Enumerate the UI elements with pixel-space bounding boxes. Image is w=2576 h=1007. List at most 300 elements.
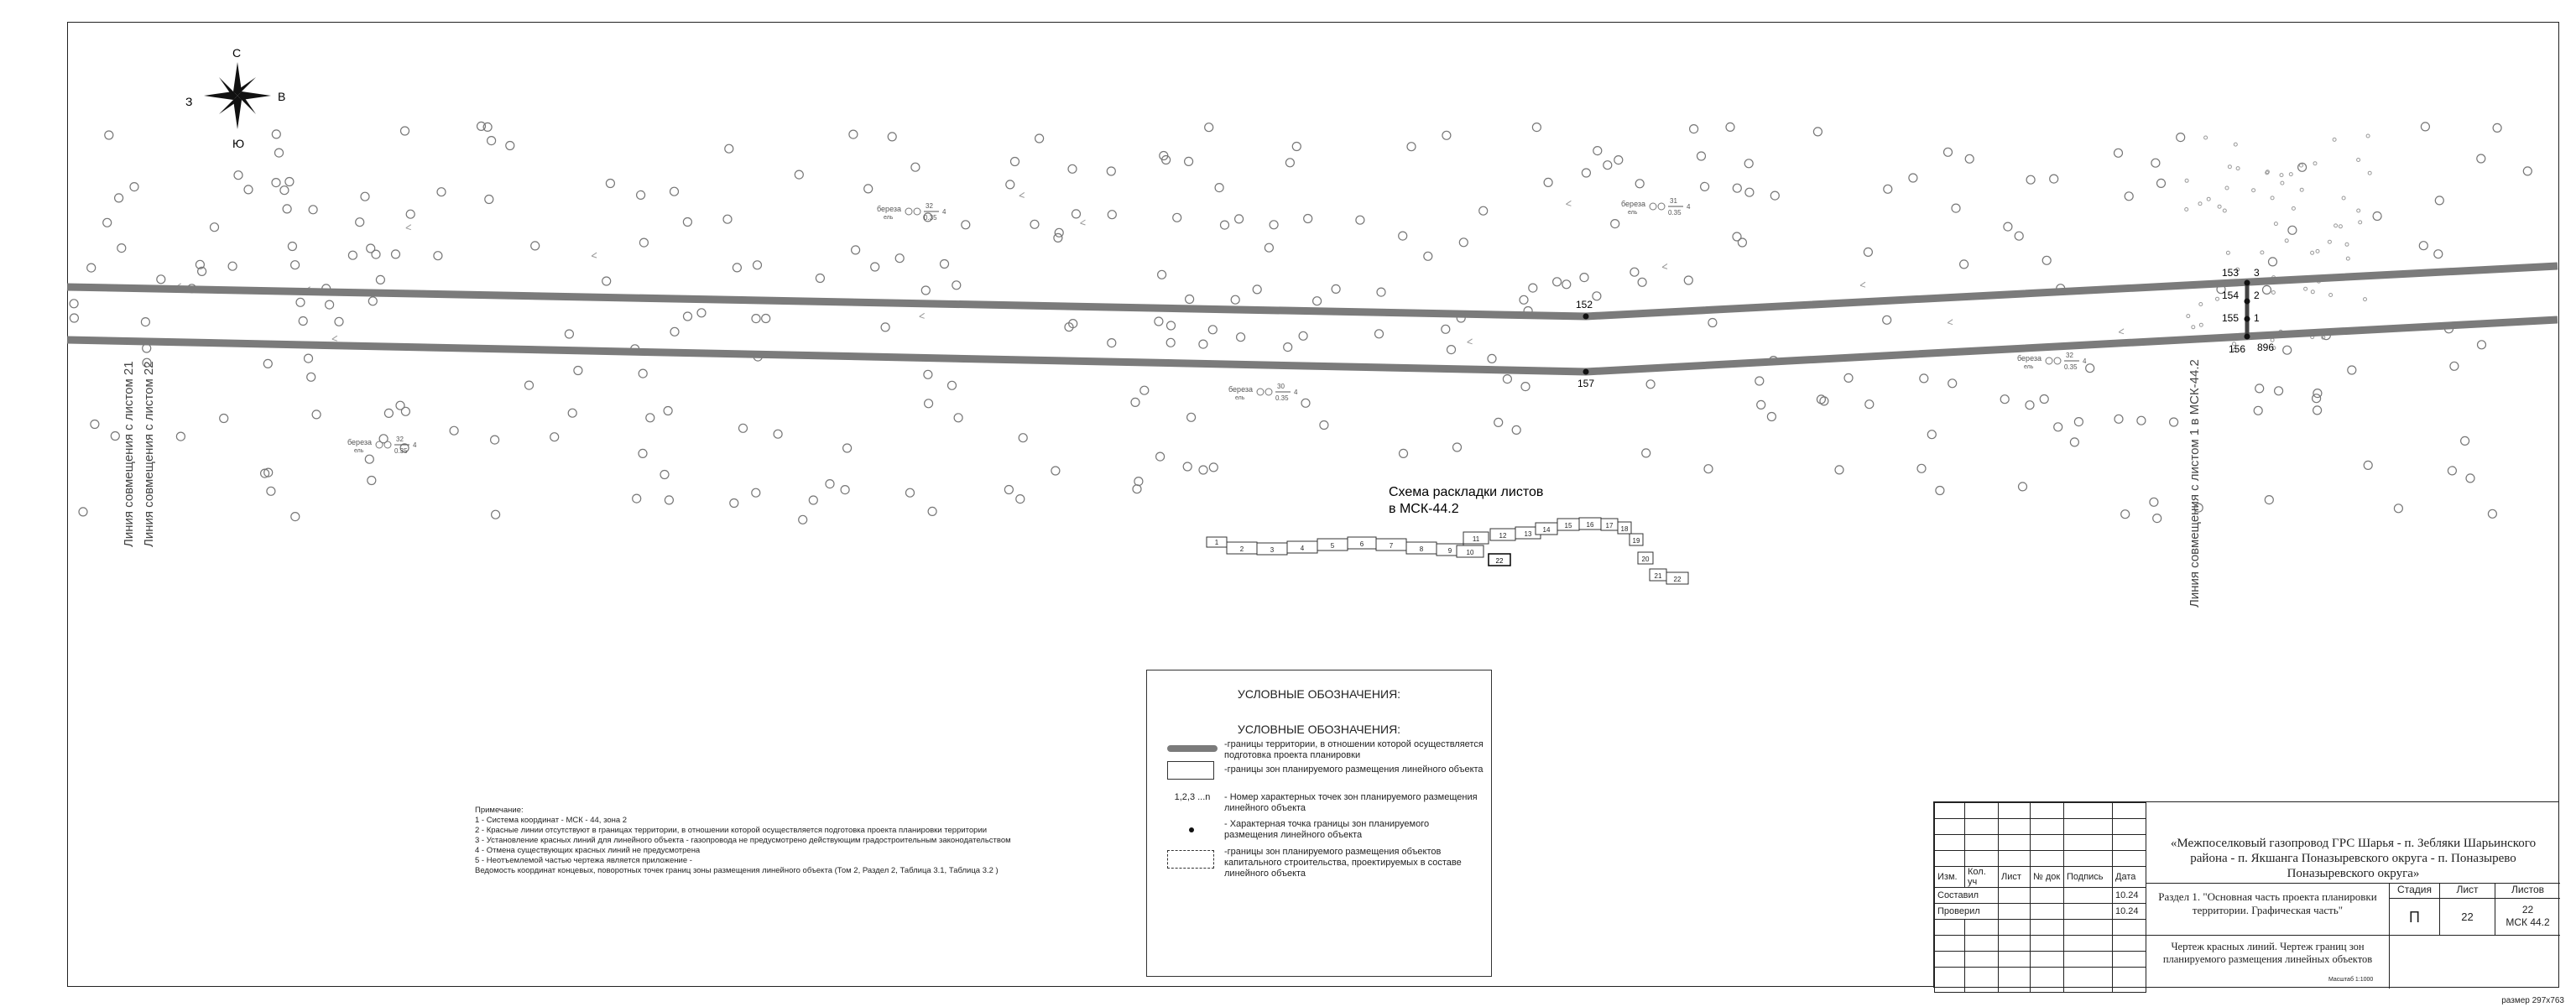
tree-symbols <box>70 122 2532 524</box>
tree-icon <box>954 414 962 422</box>
tree-icon <box>1529 284 1537 292</box>
tree-icon <box>2450 362 2459 370</box>
tree-icon <box>1960 260 1969 269</box>
tree-icon <box>1611 220 1619 228</box>
terrain-mark-icon <box>2223 209 2226 212</box>
note-line: 3 - Установление красных линий для линейного объекта - газопровода не предусмотрено действующим градостроительным законодательством <box>475 836 1011 845</box>
tree-annotation <box>347 436 417 455</box>
notes-header: Примечание: <box>475 806 524 815</box>
tree-icon <box>437 188 446 196</box>
legend-item <box>1167 761 1484 780</box>
tree-icon <box>1313 297 1322 305</box>
tree-icon <box>312 410 321 419</box>
point-label: 2 <box>2254 290 2260 301</box>
sheet-header: Лист <box>2439 884 2495 899</box>
tree-icon <box>2435 196 2443 205</box>
tree-icon <box>305 354 313 363</box>
tree-icon <box>367 244 375 253</box>
terrain-mark-icon <box>2334 224 2338 227</box>
tree-dims: 0.35 <box>2064 363 2078 371</box>
tree-icon <box>1593 147 1602 155</box>
tree-icon <box>1320 421 1328 430</box>
tree-icon <box>91 420 99 429</box>
tree-icon <box>117 244 126 253</box>
note-line: 4 - Отмена существующих красных линий не предусмотрена <box>475 846 701 855</box>
tree-icon <box>525 381 534 389</box>
tree-icon <box>326 300 334 309</box>
compass-west: З <box>185 95 193 108</box>
tree-icon <box>864 185 873 193</box>
tree-species: ель <box>884 215 894 221</box>
tree-icon <box>639 369 647 378</box>
compass-rose <box>185 46 285 150</box>
tree-icon <box>752 488 760 497</box>
legend-symbol-numbers: 1,2,3 ...n <box>1174 792 1211 802</box>
scheme-sheet-number: 9 <box>1447 547 1452 555</box>
tree-icon <box>1638 278 1646 286</box>
terrain-mark-icon <box>2236 167 2240 170</box>
tree-icon <box>1593 292 1601 300</box>
tree-dims: 0.35 <box>1275 394 1289 402</box>
point-label: 3 <box>2254 267 2260 279</box>
stamp-checked: Проверил <box>1935 904 1999 920</box>
scheme-sheet <box>1490 529 1515 540</box>
legend-text: -границы зон планируемого размещения объектов капитального строительства, проектируемых в составе линейного объекта <box>1224 847 1462 879</box>
scheme-sheet-number: 5 <box>1330 542 1335 550</box>
tree-icon <box>1453 443 1462 451</box>
terrain-mark-icon <box>2300 164 2303 167</box>
tree-icon <box>2115 415 2123 423</box>
tree-icon <box>1133 485 1141 493</box>
stamp-col-header: № док <box>2031 867 2064 888</box>
tree-icon <box>291 261 300 269</box>
tree-icon <box>1503 375 1511 383</box>
scheme-sheet <box>1557 519 1579 530</box>
slope-mark-icon <box>920 313 925 318</box>
stamp-grid <box>1934 802 2146 993</box>
terrain-mark-icon <box>2304 287 2307 290</box>
stamp-col-header: Изм. <box>1935 867 1965 888</box>
terrain-mark-icon <box>2185 179 2188 182</box>
tree-icon <box>1603 161 1612 170</box>
terrain-mark-icon <box>2252 189 2255 192</box>
tree-icon <box>2313 406 2322 415</box>
tree-icon <box>1183 462 1192 471</box>
tree-icon <box>2448 467 2456 475</box>
tree-icon <box>272 130 280 138</box>
scheme-sheet <box>1618 522 1631 534</box>
scheme-sheet-number: 8 <box>1419 545 1424 553</box>
tree-icon <box>1580 274 1588 282</box>
scheme-sheet-number: 2 <box>1239 545 1244 553</box>
terrain-marks <box>176 134 2372 352</box>
tree-icon <box>2283 346 2292 354</box>
tree-icon <box>774 430 782 438</box>
tree-icon <box>2255 384 2264 393</box>
tree-icon <box>841 486 849 494</box>
tree-icon <box>1265 243 1273 252</box>
tree-icon <box>2364 461 2372 469</box>
tree-icon <box>1155 317 1163 326</box>
tree-dims: 32 <box>396 436 404 443</box>
tree-icon <box>103 218 112 227</box>
terrain-mark-icon <box>2342 196 2345 200</box>
tree-icon <box>754 261 762 269</box>
tree-icon <box>2275 387 2283 395</box>
terrain-mark-icon <box>2357 159 2360 162</box>
tree-icon <box>285 178 294 186</box>
tree-icon <box>361 192 369 201</box>
sheet-value: 22 <box>2439 899 2495 936</box>
tree-icon <box>1658 203 1665 210</box>
tree-icon <box>1035 134 1044 143</box>
legend <box>1146 670 1492 977</box>
tree-icon <box>1186 295 1194 304</box>
tree-icon <box>2004 222 2012 231</box>
legend-item <box>1167 792 1484 814</box>
tree-icon <box>565 330 573 338</box>
tree-icon <box>1948 379 1957 388</box>
tree-icon <box>1520 295 1528 304</box>
project-name: «Межпоселковый газопровод ГРС Шарья - п. Зебляки Шарьинского района - п. Якшанга Поназыревского округа - п. Поназырево Поназыревского округа» <box>2146 802 2560 884</box>
scheme-sheet <box>1317 539 1348 550</box>
tree-icon <box>1544 178 1552 186</box>
point-label: 153 <box>2222 267 2240 279</box>
tree-icon <box>348 251 357 259</box>
tree-dims: 0.35 <box>1668 209 1682 217</box>
scheme-sheet <box>1630 534 1643 545</box>
slope-mark-icon <box>1081 220 1086 225</box>
compass-south: Ю <box>232 137 245 150</box>
tree-icon <box>660 471 669 479</box>
tree-icon <box>1936 487 1944 495</box>
organization-cell <box>2389 936 2560 989</box>
tree-icon <box>633 494 641 503</box>
terrain-mark-icon <box>2207 197 2210 201</box>
scheme-sheet-number: 12 <box>1499 532 1507 540</box>
terrain-mark-icon <box>2311 290 2314 294</box>
tree-icon <box>723 215 732 223</box>
tree-icon <box>2263 285 2271 294</box>
tree-icon <box>450 426 458 435</box>
tree-icon <box>568 409 576 417</box>
tree-icon <box>87 263 96 272</box>
tree-icon <box>1209 463 1218 472</box>
scheme-sheet-number: 21 <box>1654 572 1662 580</box>
tree-icon <box>2150 498 2158 506</box>
tree-icon <box>1738 238 1746 247</box>
scheme-sheet <box>1287 541 1317 553</box>
tree-annotations <box>347 197 2087 455</box>
tree-dims: 30 <box>1277 383 1285 390</box>
tree-icon <box>683 218 691 227</box>
tree-icon <box>1708 319 1717 327</box>
point-marker <box>2245 299 2250 305</box>
tree-icon <box>1006 180 1014 189</box>
scale-label: Масштаб 1:1000 <box>2328 977 2374 983</box>
tree-icon <box>1377 288 1385 296</box>
tree-icon <box>1512 425 1520 434</box>
tree-icon <box>1166 338 1175 347</box>
tree-icon <box>1108 339 1116 347</box>
tree-icon <box>1646 380 1655 389</box>
tree-icon <box>1844 373 1853 382</box>
scheme-sheet-number: 22 <box>1495 557 1504 565</box>
tree-icon <box>1835 466 1843 474</box>
tree-icon <box>1292 143 1301 151</box>
tree-icon <box>485 196 493 204</box>
terrain-mark-icon <box>2366 134 2370 138</box>
point-marker <box>1583 369 1589 375</box>
terrain-mark-icon <box>2216 297 2219 300</box>
scheme-sheet <box>1257 543 1287 555</box>
tree-icon <box>2466 474 2474 483</box>
terrain-mark-icon <box>2339 225 2342 228</box>
tree-icon <box>871 263 879 271</box>
point-label: 155 <box>2222 312 2240 324</box>
point-marker <box>2245 316 2250 322</box>
tree-icon <box>1770 191 1779 200</box>
scheme-sheet <box>1457 545 1484 557</box>
tree-icon <box>296 298 305 306</box>
tree-icon <box>639 238 648 247</box>
tree-icon <box>1208 326 1217 334</box>
tree-icon <box>1185 157 1193 165</box>
tree-icon <box>1697 152 1706 160</box>
slope-mark-icon <box>1566 201 1571 206</box>
tree-icon <box>2050 175 2058 183</box>
sheets-value: 22 <box>2521 904 2534 916</box>
tree-icon <box>141 318 149 326</box>
tree-icon <box>799 515 807 524</box>
tree-icon <box>272 179 280 187</box>
tree-icon <box>1745 188 1754 196</box>
tree-icon <box>2042 256 2051 264</box>
tree-icon <box>1019 434 1027 442</box>
tree-icon <box>401 127 409 135</box>
boundary-line-north <box>67 266 2558 316</box>
tree-icon <box>1051 467 1060 475</box>
tree-icon <box>1864 248 1872 256</box>
tree-icon <box>291 513 300 521</box>
terrain-mark-icon <box>2228 165 2231 169</box>
scheme-sheet-number: 22 <box>1673 576 1682 583</box>
tree-icon <box>376 441 383 448</box>
slope-mark-icon <box>1019 192 1025 197</box>
tree-species: береза <box>347 438 373 446</box>
tree-icon <box>637 190 645 199</box>
tree-icon <box>795 170 803 179</box>
tree-icon <box>924 370 932 378</box>
tree-icon <box>2269 258 2277 266</box>
scheme-sheet <box>1638 552 1653 564</box>
tree-annotation <box>1228 383 1298 402</box>
tree-icon <box>2478 341 2486 349</box>
scheme-title: Схема раскладки листов <box>1389 485 1544 499</box>
tree-icon <box>1442 325 1450 333</box>
slope-mark-icon <box>1860 282 1865 287</box>
terrain-mark-icon <box>2280 174 2283 177</box>
tree-icon <box>1704 465 1713 473</box>
terrain-mark-icon <box>2333 138 2336 141</box>
tree-icon <box>1817 395 1825 404</box>
match-line-label-22: Линия совмещения с листом 22 <box>142 361 156 547</box>
tree-icon <box>2000 395 2009 404</box>
tree-icon <box>1375 330 1384 338</box>
tree-species: береза <box>1228 385 1254 394</box>
tree-icon <box>1221 221 1229 229</box>
tree-species: ель <box>1235 395 1245 401</box>
scheme-sheet <box>1207 537 1227 547</box>
stamp-col-header: Подпись <box>2064 867 2113 888</box>
scheme-sheet-number: 10 <box>1466 549 1474 556</box>
scheme-sheet <box>1376 539 1406 550</box>
tree-icon <box>1494 418 1503 426</box>
tree-icon <box>895 254 904 263</box>
point-marker <box>1583 314 1589 320</box>
tree-icon <box>384 441 391 448</box>
format-note: размер 297x763 <box>2501 996 2564 1005</box>
tree-icon <box>843 444 852 452</box>
tree-icon <box>888 133 896 141</box>
terrain-mark-icon <box>2313 162 2317 165</box>
tree-icon <box>376 275 384 284</box>
tree-icon <box>368 297 377 305</box>
terrain-mark-icon <box>2226 251 2229 254</box>
tree-icon <box>906 488 915 497</box>
point-label: 152 <box>1576 299 1593 310</box>
tree-icon <box>244 185 253 194</box>
point-marker <box>2245 334 2250 340</box>
tree-icon <box>275 149 284 157</box>
tree-icon <box>639 449 647 457</box>
point-label: 154 <box>2222 290 2240 301</box>
point-label: 1 <box>2254 312 2260 324</box>
stamp-compiled: Составил <box>1935 888 1999 904</box>
scheme-sheet-number: 4 <box>1300 545 1305 552</box>
tree-icon <box>2348 366 2356 374</box>
tree-icon <box>1553 278 1562 286</box>
tree-icon <box>1304 215 1312 223</box>
tree-icon <box>1767 413 1776 421</box>
tree-icon <box>1011 158 1019 166</box>
tree-icon <box>1965 154 1974 163</box>
terrain-mark-icon <box>2300 188 2303 191</box>
tree-icon <box>2157 179 2166 187</box>
tree-icon <box>1944 148 1953 156</box>
tree-icon <box>1909 174 1917 182</box>
tree-icon <box>1237 333 1245 342</box>
sheets-subvalue: МСК 44.2 <box>2506 916 2550 928</box>
tree-icon <box>2493 123 2501 132</box>
scheme-sheet-number: 1 <box>1214 539 1219 546</box>
tree-icon <box>2046 357 2052 364</box>
tree-icon <box>115 194 123 202</box>
stamp-compiled-date: 10.24 <box>2113 888 2146 904</box>
tree-icon <box>905 208 912 215</box>
tree-icon <box>1690 125 1698 133</box>
sheets-header: Листов <box>2495 884 2560 899</box>
tree-icon <box>1865 400 1874 409</box>
tree-annotation <box>1621 197 1691 217</box>
tree-icon <box>2434 250 2443 258</box>
scheme-sheet-number: 16 <box>1586 521 1594 529</box>
tree-icon <box>365 455 373 463</box>
tree-icon <box>1917 464 1926 472</box>
tree-icon <box>849 130 858 138</box>
tree-icon <box>130 183 138 191</box>
terrain-mark-icon <box>2192 326 2195 329</box>
tree-dims: 0.35 <box>394 447 408 455</box>
stamp-col-header: Дата <box>2113 867 2146 888</box>
tree-icon <box>2121 510 2130 519</box>
tree-icon <box>1285 159 1294 167</box>
scheme-sheet-number: 7 <box>1389 542 1394 550</box>
tree-icon <box>406 210 415 218</box>
tree-icon <box>1447 346 1456 354</box>
legend-item <box>1167 819 1484 841</box>
tree-icon <box>234 171 242 180</box>
tree-icon <box>911 163 920 171</box>
tree-icon <box>739 424 748 432</box>
terrain-mark-icon <box>2274 222 2277 226</box>
terrain-mark-icon <box>2198 202 2202 206</box>
compass-east: В <box>278 90 286 103</box>
tree-icon <box>1630 268 1639 276</box>
scheme-sheet <box>1463 532 1489 544</box>
legend-header: УСЛОВНЫЕ ОБОЗНАЧЕНИЯ: <box>1237 687 1401 701</box>
note-line: 5 - Неотъемлемой частью чертежа является приложение - <box>475 856 692 865</box>
tree-icon <box>664 407 672 415</box>
scheme-sheet-number: 13 <box>1524 530 1532 538</box>
point-label: 156 <box>2229 343 2246 355</box>
tree-count: 4 <box>1294 389 1298 396</box>
tree-icon <box>1884 185 1892 193</box>
tree-count: 4 <box>942 208 946 216</box>
tree-icon <box>211 223 219 232</box>
tree-icon <box>1030 220 1039 228</box>
terrain-mark-icon <box>2234 143 2237 146</box>
sheets-value-cell <box>2495 899 2560 936</box>
sheet-layout-scheme <box>1207 518 1688 584</box>
match-line-label-right: Линия совмещения с листом 1 в МСК-44.2 <box>2188 359 2202 608</box>
scheme-sheet <box>1650 569 1666 581</box>
tree-icon <box>2288 226 2297 234</box>
notes <box>475 806 1011 876</box>
terrain-mark-icon <box>2225 186 2229 190</box>
tree-icon <box>70 314 78 322</box>
tree-icon <box>809 496 817 504</box>
tree-icon <box>762 315 770 323</box>
tree-annotation <box>2017 352 2087 371</box>
tree-icon <box>2394 504 2402 513</box>
tree-icon <box>2019 483 2027 491</box>
tree-icon <box>1400 449 1408 457</box>
terrain-mark-icon <box>2328 240 2331 243</box>
scheme-sheet <box>1227 542 1257 554</box>
tree-icon <box>2151 159 2160 167</box>
tree-icon <box>816 274 824 283</box>
terrain-mark-icon <box>2364 298 2367 301</box>
scheme-sheet-number: 18 <box>1620 525 1629 533</box>
scheme-sheet <box>1601 519 1618 530</box>
scheme-sheet-number: 19 <box>1632 537 1640 545</box>
scheme-sheet-number: 20 <box>1641 556 1650 563</box>
tree-icon <box>1156 452 1165 461</box>
tree-icon <box>309 206 317 214</box>
tree-icon <box>1055 228 1063 237</box>
tree-dims: 32 <box>2066 352 2073 359</box>
